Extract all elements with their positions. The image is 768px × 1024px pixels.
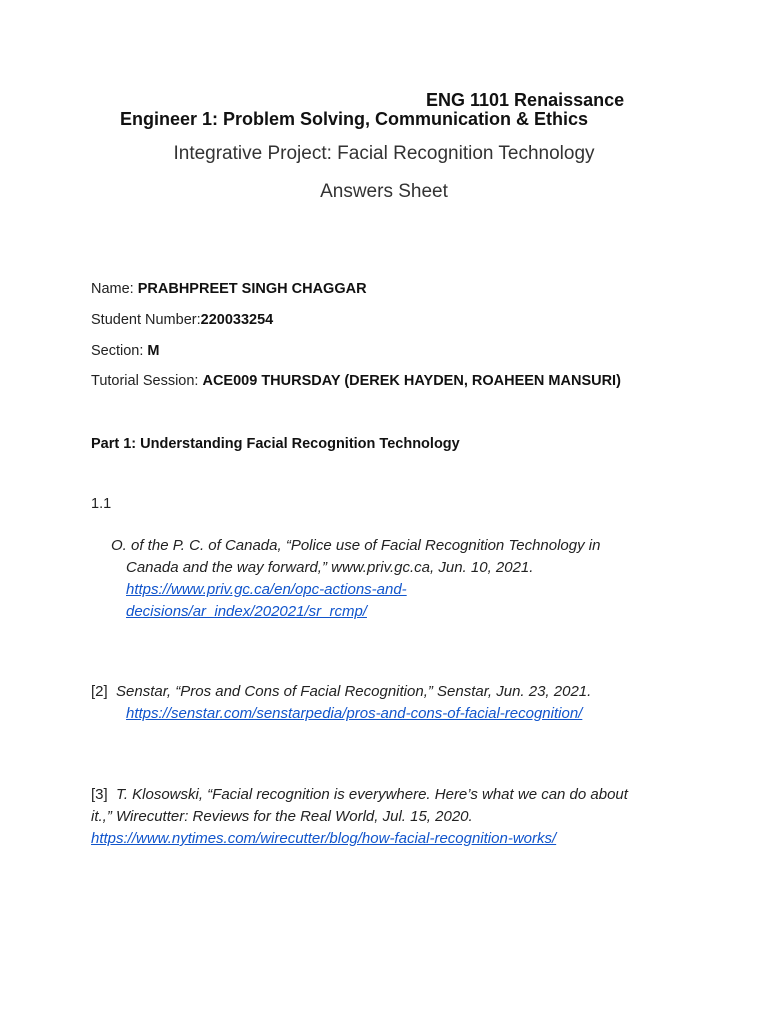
reference-3-text: T. Klosowski, “Facial recognition is everywhere. Here’s what we can do about [116, 786, 628, 803]
question-number: 1.1 [91, 496, 112, 512]
reference-3-line-1 [91, 786, 628, 803]
part-heading: Part 1: Understanding Facial Recognition Technology [91, 436, 460, 452]
reference-3-tag: [3] [91, 786, 108, 803]
name-value: PRABHPREET SINGH CHAGGAR [137, 281, 367, 297]
tutorial-label: Tutorial Session: [91, 373, 203, 389]
reference-2-tag: [2] [91, 683, 108, 700]
tutorial-value: ACE009 THURSDAY (DEREK HAYDEN, ROAHEEN MANSURI) [202, 373, 621, 389]
sheet-title: Answers Sheet [320, 181, 448, 202]
student-number-row [91, 312, 273, 328]
reference-2-link[interactable]: https://senstar.com/senstarpedia/pros-and-cons-of-facial-recognition/ [126, 705, 583, 722]
project-subtitle: Integrative Project: Facial Recognition Technology [173, 143, 595, 164]
reference-2-line-1 [91, 683, 591, 700]
tutorial-row [91, 373, 621, 389]
student-name-row [91, 281, 367, 297]
section-label: Section: [91, 343, 148, 359]
course-code: ENG 1101 Renaissance [426, 90, 625, 110]
section-value: M [147, 343, 160, 359]
reference-1-line-1: O. of the P. C. of Canada, “Police use of Facial Recognition Technology in [111, 537, 601, 554]
reference-1-link-continued[interactable]: decisions/ar_index/202021/sr_rcmp/ [126, 603, 367, 620]
reference-1-line-2: Canada and the way forward,” www.priv.gc.ca, Jun. 10, 2021. [126, 559, 534, 576]
reference-3-line-2: it.,” Wirecutter: Reviews for the Real World, Jul. 15, 2020. [91, 808, 473, 825]
student-number-value: 220033254 [200, 312, 274, 328]
course-title: Engineer 1: Problem Solving, Communication & Ethics [120, 109, 589, 129]
name-label: Name: [91, 281, 138, 297]
reference-2-text: Senstar, “Pros and Cons of Facial Recognition,” Senstar, Jun. 23, 2021. [116, 683, 592, 700]
section-row [91, 343, 160, 359]
reference-3-link[interactable]: https://www.nytimes.com/wirecutter/blog/how-facial-recognition-works/ [91, 830, 557, 847]
student-number-label: Student Number: [91, 312, 201, 328]
reference-1-link[interactable]: https://www.priv.gc.ca/en/opc-actions-and- [126, 581, 407, 598]
